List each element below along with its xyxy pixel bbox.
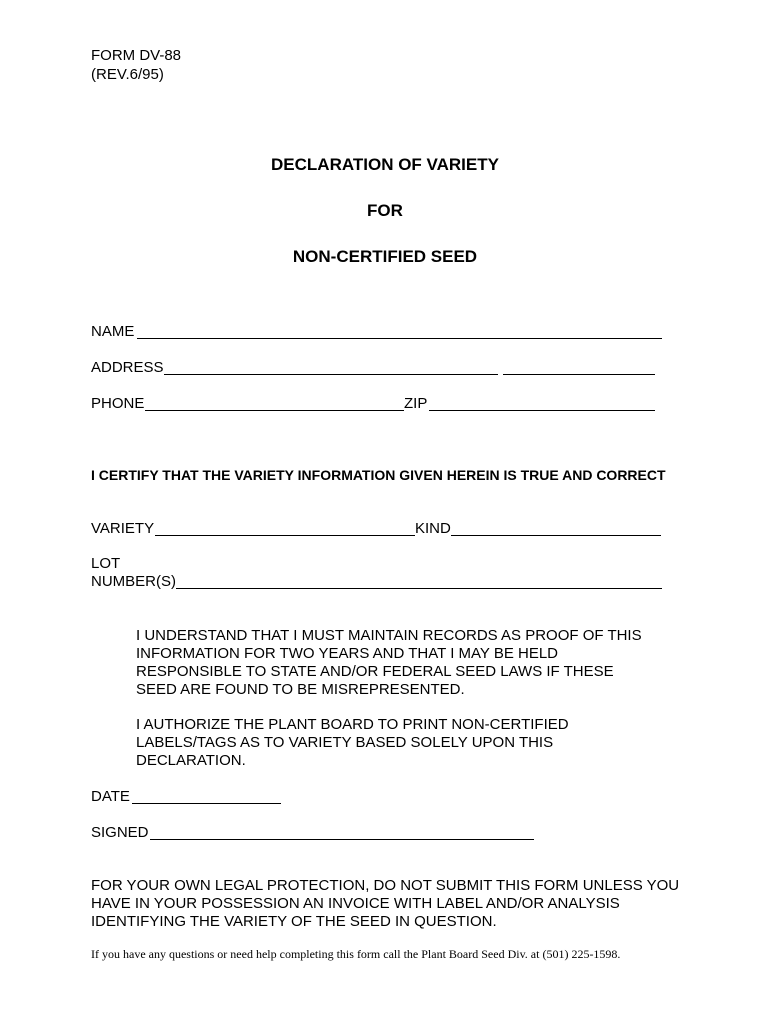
date-label: DATE [91,788,130,805]
understand-paragraph: I UNDERSTAND THAT I MUST MAINTAIN RECORDS AS PROOF OF THIS INFORMATION FOR TWO YEARS AND THAT I MAY BE HELD RESPONSIBLE TO STATE AND/OR FEDERAL SEED LAWS IF THESE SEED ARE FOUND TO BE MISREPRESENTED. [136,627,642,698]
kind-field[interactable] [451,519,661,536]
title-line-2: FOR [367,201,403,220]
lot-number-label: NUMBER(S) [91,573,176,590]
title-line-3: NON-CERTIFIED SEED [292,247,478,266]
zip-field[interactable] [429,394,655,411]
form-revision: (REV.6/95) [91,66,164,83]
variety-label: VARIETY [91,520,155,537]
variety-field[interactable] [155,519,415,536]
form-number: FORM DV-88 [91,47,182,64]
address-field-secondary[interactable] [503,358,655,375]
signature-field[interactable] [150,823,534,840]
title-line-1: DECLARATION OF VARIETY [271,155,499,174]
name-label: NAME [91,323,135,340]
authorize-paragraph: I AUTHORIZE THE PLANT BOARD TO PRINT NON-CERTIFIED LABELS/TAGS AS TO VARIETY BASED SOLELY UPON THIS DECLARATION. [136,716,569,769]
form-header [91,46,181,84]
footer-contact-note: If you have any questions or need help completing this form call the Plant Board Seed Div. at (501) 225-1598. [91,947,621,961]
signed-label: SIGNED [91,824,149,841]
certification-statement: I CERTIFY THAT THE VARIETY INFORMATION GIVEN HEREIN IS TRUE AND CORRECT [91,467,666,483]
name-field[interactable] [137,322,662,339]
date-field[interactable] [132,787,281,804]
legal-warning: FOR YOUR OWN LEGAL PROTECTION, DO NOT SUBMIT THIS FORM UNLESS YOU HAVE IN YOUR POSSESSION AN INVOICE WITH LABEL AND/OR ANALYSIS IDENTIFYING THE VARIETY OF THE SEED IN QUESTION. [91,877,680,930]
lot-label-line-1: LOT [91,555,121,572]
address-label: ADDRESS [91,359,164,376]
phone-field[interactable] [145,394,404,411]
lot-number-field[interactable] [176,572,662,589]
kind-label: KIND [415,520,451,537]
address-field[interactable] [164,358,498,375]
zip-label: ZIP [404,395,428,412]
phone-label: PHONE [91,395,145,412]
